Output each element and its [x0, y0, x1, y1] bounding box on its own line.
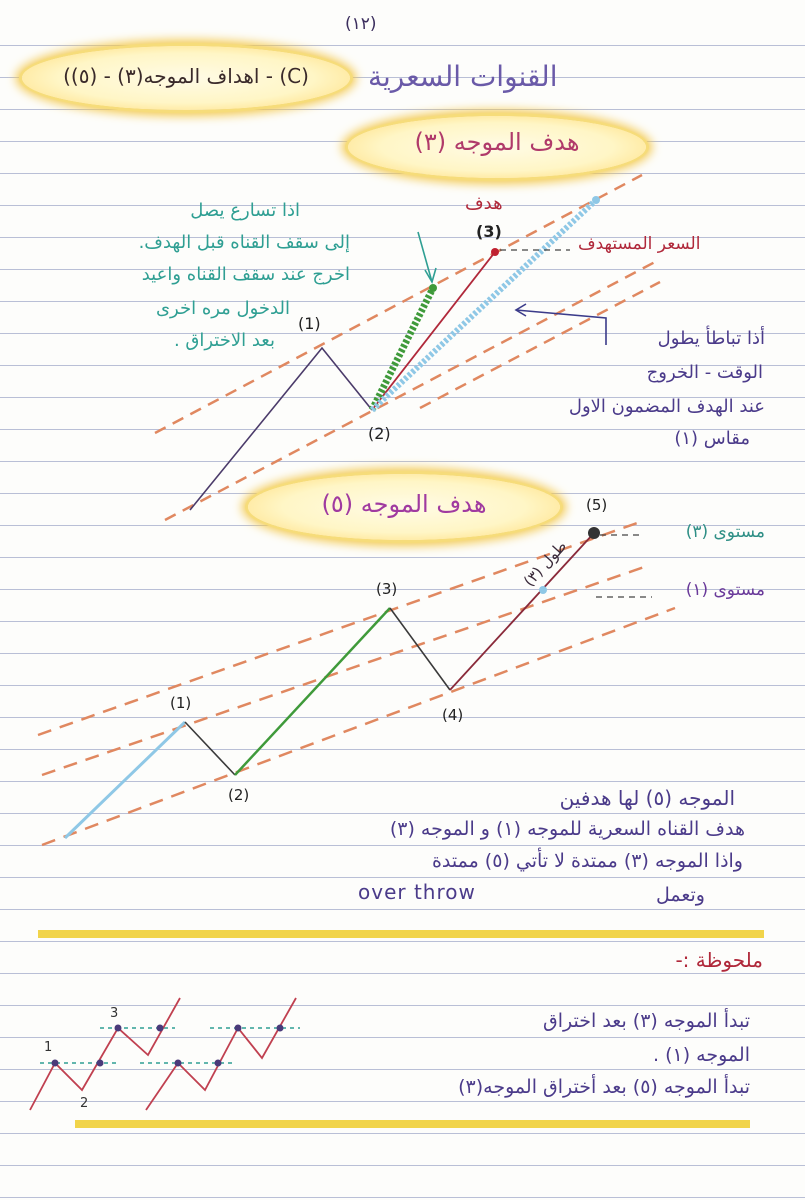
note-line-2: الموجه (١) .	[653, 1044, 750, 1066]
wave3-note-accel-5: بعد الاختراق .	[173, 330, 275, 351]
wave3-label-2: (2)	[368, 424, 391, 443]
wave3-title: هدف الموجه (٣)	[414, 128, 580, 156]
wave5-desc-3: واذا الموجه (٣) ممتدة لا تأتي (٥) ممتدة	[431, 850, 743, 872]
wave5-label-1: (1)	[170, 694, 192, 712]
wave3-target-word: هدف	[465, 193, 503, 214]
wave5-label-5: (5)	[586, 496, 608, 514]
header-badge: (اهداف الموجه(٣) - (٥) - (C)	[63, 64, 309, 88]
note-diagram-label-1: 1	[44, 1040, 53, 1055]
wave3-note-accel-2: إلى سقف القناه قبل الهدف.	[138, 232, 350, 253]
wave5-desc-1: الموجه (٥) لها هدفين	[559, 786, 735, 810]
wave5-length3: طول (٣)	[520, 537, 571, 591]
wave5-desc-4: وتعمل	[655, 884, 705, 906]
note-line-3: تبدأ الموجه (٥) بعد أختراق الموجه(٣)	[458, 1076, 750, 1098]
wave5-level1: مستوى (١)	[685, 580, 765, 600]
wave5-over-throw: over throw	[358, 880, 476, 904]
wave3-note-accel-3: اخرج عند سقف القناه واعيد	[141, 264, 350, 285]
note-diagram	[30, 998, 300, 1110]
highlight-bar-2	[75, 1120, 750, 1128]
page-title: القنوات السعرية	[368, 60, 558, 93]
wave3-note-accel-1: اذا تسارع يصل	[190, 200, 300, 221]
wave3-note-slow-4: مقاس (١)	[674, 428, 750, 449]
wave5-label-3: (3)	[376, 580, 398, 598]
note-diagram-label-3: 3	[110, 1006, 119, 1021]
note-diagram-label-2: 2	[80, 1096, 89, 1111]
wave3-note-slow-3: عند الهدف المضمون الاول	[568, 396, 765, 417]
wave3-price-target: السعر المستهدف	[578, 234, 701, 254]
page-number: (١٢)	[345, 14, 377, 34]
wave5-label-2: (2)	[228, 786, 250, 804]
note-heading: ملحوظة :-	[675, 948, 763, 972]
wave3-note-accel-4: الدخول مره اخرى	[155, 298, 290, 319]
note-line-1: تبدأ الموجه (٣) بعد اختراق	[543, 1010, 750, 1032]
wave5-label-4: (4)	[442, 706, 464, 724]
wave3-note-slow-2: الوقت - الخروج	[646, 362, 763, 383]
wave5-level3: مستوى (٣)	[685, 522, 765, 542]
wave3-note-slow-1: أذا تباطأ يطول	[657, 328, 765, 349]
wave5-title: هدف الموجه (٥)	[321, 490, 487, 518]
wave3-label-3: (3)	[476, 222, 502, 241]
highlight-bar-1	[38, 930, 764, 938]
wave5-desc-2: هدف القناه السعرية للموجه (١) و الموجه (٣)	[389, 818, 745, 840]
wave3-label-1: (1)	[298, 314, 321, 333]
